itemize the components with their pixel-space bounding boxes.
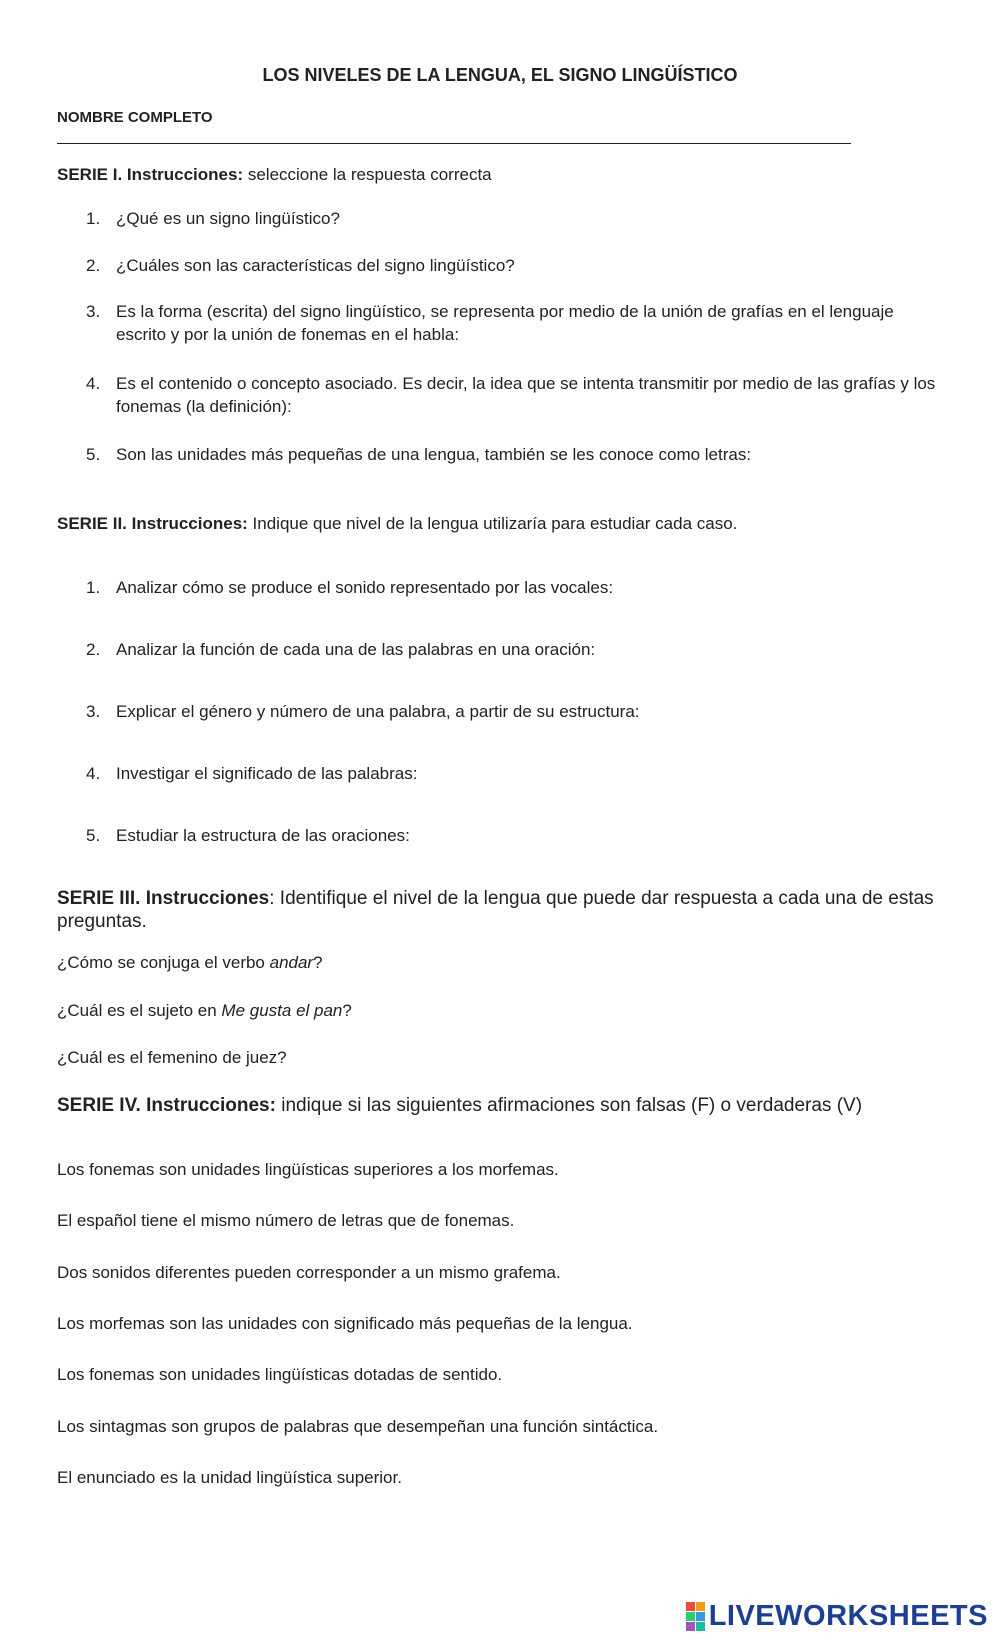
serie3-question: ¿Cuál es el femenino de juez?: [57, 1048, 287, 1067]
serie3-question: ¿Cuál es el sujeto en Me gusta el pan?: [57, 1001, 352, 1020]
logo-grid-icon: [686, 1602, 705, 1631]
serie2-item: 2. Analizar la función de cada una de las palabras en una oración:: [86, 640, 596, 659]
serie4-statement: El enunciado es la unidad lingüística superior.: [57, 1468, 402, 1487]
serie1-item: 3. Es la forma (escrita) del signo lingüístico, se representa por medio de la unión de grafías en el lenguaje escrito y por la unión de fonemas en el habla:: [86, 302, 894, 344]
liveworksheets-logo: [686, 1600, 988, 1633]
serie1-item: 1. ¿Qué es un signo lingüístico?: [86, 209, 340, 228]
name-label: NOMBRE COMPLETO: [57, 109, 213, 126]
serie1-item: 2. ¿Cuáles son las características del signo lingüístico?: [86, 256, 515, 275]
serie1-item: 4. Es el contenido o concepto asociado. Es decir, la idea que se intenta transmitir por medio de las grafías y los fonemas (la definición):: [86, 374, 936, 416]
serie4-statement: Dos sonidos diferentes pueden corresponder a un mismo grafema.: [57, 1263, 561, 1282]
serie2-item: 4. Investigar el significado de las palabras:: [86, 764, 418, 783]
serie1-item: 5. Son las unidades más pequeñas de una lengua, también se les conoce como letras:: [86, 445, 752, 464]
serie2-item: 1. Analizar cómo se produce el sonido representado por las vocales:: [86, 578, 614, 597]
name-answer-line[interactable]: [57, 143, 851, 144]
serie4-statement: Los fonemas son unidades lingüísticas superiores a los morfemas.: [57, 1160, 559, 1179]
serie1-heading: SERIE I. Instrucciones: seleccione la respuesta correcta: [57, 165, 492, 184]
serie4-statement: Los sintagmas son grupos de palabras que desempeñan una función sintáctica.: [57, 1417, 659, 1436]
serie4-heading: SERIE IV. Instrucciones: indique si las siguientes afirmaciones son falsas (F) o verdaderas (V): [57, 1095, 863, 1116]
serie2-item: 5. Estudiar la estructura de las oraciones:: [86, 826, 410, 845]
serie2-heading: SERIE II. Instrucciones: Indique que nivel de la lengua utilizaría para estudiar cada caso.: [57, 514, 738, 533]
brand-name: LIVEWORKSHEETS: [708, 1600, 988, 1632]
serie4-statement: Los morfemas son las unidades con significado más pequeñas de la lengua.: [57, 1314, 633, 1333]
serie3-question: ¿Cómo se conjuga el verbo andar?: [57, 953, 323, 972]
serie4-statement: Los fonemas son unidades lingüísticas dotadas de sentido.: [57, 1365, 503, 1384]
serie2-item: 3. Explicar el género y número de una palabra, a partir de su estructura:: [86, 702, 640, 721]
serie4-statement: El español tiene el mismo número de letras que de fonemas.: [57, 1211, 515, 1230]
serie3-heading: SERIE III. Instrucciones: Identifique el nivel de la lengua que puede dar respuesta a cada una de estas preguntas.: [57, 888, 934, 932]
page-title: LOS NIVELES DE LA LENGUA, EL SIGNO LINGÜÍSTICO: [262, 65, 738, 85]
